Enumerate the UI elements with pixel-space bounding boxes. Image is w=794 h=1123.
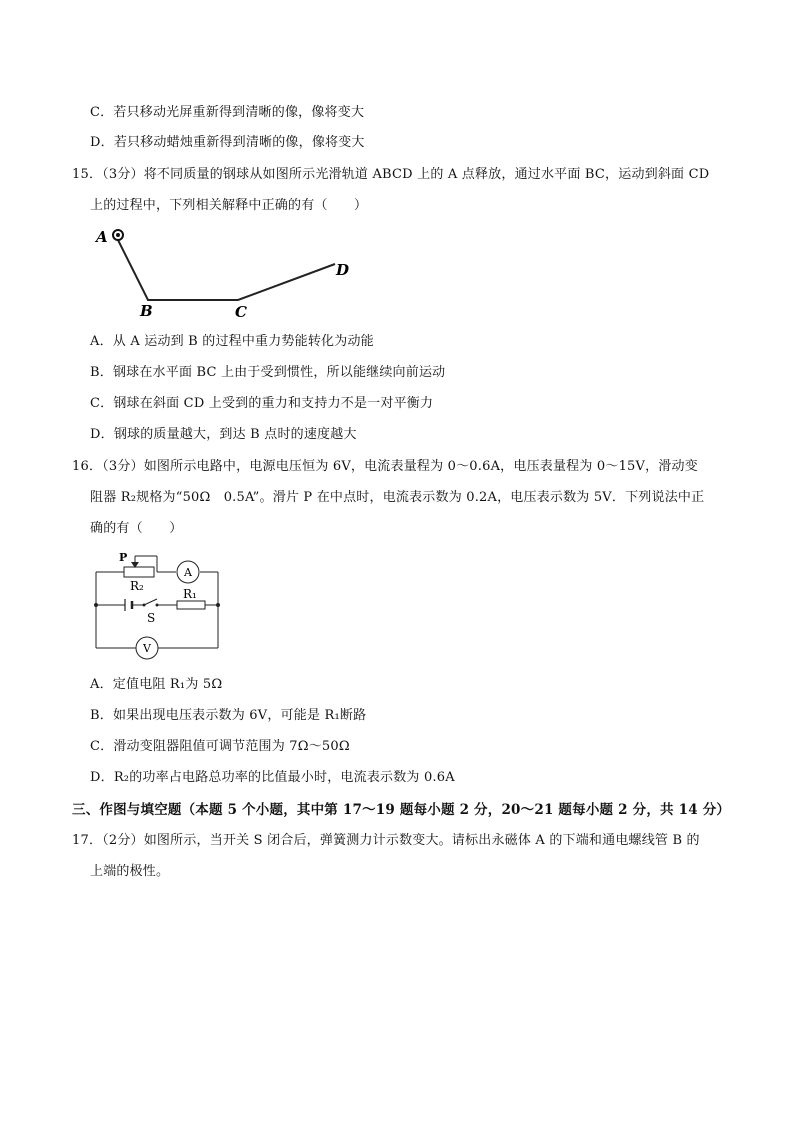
q17-stem-line2: 上端的极性。 bbox=[90, 864, 170, 879]
section-3-heading: 三、作图与填空题（本题 5 个小题，其中第 17～19 题每小题 2 分，20～21 题每小题 2 分，共 14 分） bbox=[72, 802, 731, 818]
q14-option-d: D．若只移动蜡烛重新得到清晰的像，像将变大 bbox=[90, 135, 365, 150]
q15-stem-line1: 15．（3分）将不同质量的钢球从如图所示光滑轨道 ABCD 上的 A 点释放，通过水平面 BC，运动到斜面 CD bbox=[72, 167, 710, 182]
q16-stem-line2: 阻器 R₂规格为“50Ω 0.5A”。滑片 P 在中点时，电流表示数为 0.2A，电压表示数为 5V．下列说法中正 bbox=[90, 490, 705, 505]
rheostat-r2 bbox=[124, 567, 154, 577]
q15-stem-line2: 上的过程中，下列相关解释中正确的有（ ） bbox=[90, 198, 368, 213]
q16-option-b: B．如果出现电压表示数为 6V，可能是 R₁断路 bbox=[90, 708, 367, 723]
label-switch: S bbox=[147, 611, 156, 625]
point-b-label: B bbox=[140, 302, 153, 320]
q16-option-c: C．滑动变阻器阻值可调节范围为 7Ω～50Ω bbox=[90, 739, 350, 754]
point-c-label: C bbox=[235, 303, 247, 321]
q16-stem-line1: 16．（3分）如图所示电路中，电源电压恒为 6V，电流表量程为 0～0.6A，电压表量程为 0～15V，滑动变 bbox=[72, 459, 698, 474]
label-ammeter: A bbox=[184, 566, 192, 579]
q15-option-a: A．从 A 运动到 B 的过程中重力势能转化为动能 bbox=[90, 334, 374, 349]
label-voltmeter: V bbox=[143, 642, 151, 655]
q16-stem-line3: 确的有（ ） bbox=[90, 521, 183, 536]
q16-circuit-figure bbox=[88, 548, 228, 662]
point-d-label: D bbox=[336, 261, 350, 279]
point-a-label: A bbox=[96, 228, 108, 246]
q16-option-d: D．R₂的功率占电路总功率的比值最小时，电流表示数为 0.6A bbox=[90, 770, 455, 785]
q15-option-d: D．钢球的质量越大，到达 B 点时的速度越大 bbox=[90, 427, 357, 442]
track-abcd bbox=[116, 236, 335, 300]
label-r2: R₂ bbox=[130, 579, 144, 593]
q14-option-c: C．若只移动光屏重新得到清晰的像，像将变大 bbox=[90, 105, 365, 120]
resistor-r1 bbox=[177, 601, 205, 609]
q17-stem-line1: 17．（2分）如图所示，当开关 S 闭合后，弹簧测力计示数变大。请标出永磁体 A 的下端和通电螺线管 B 的 bbox=[72, 833, 700, 848]
q15-track-figure bbox=[90, 222, 370, 322]
label-p: P bbox=[119, 551, 128, 564]
label-r1: R₁ bbox=[183, 587, 197, 601]
q16-option-a: A．定值电阻 R₁为 5Ω bbox=[90, 677, 223, 692]
q15-option-b: B．钢球在水平面 BC 上由于受到惯性，所以能继续向前运动 bbox=[90, 365, 446, 380]
q15-option-c: C．钢球在斜面 CD 上受到的重力和支持力不是一对平衡力 bbox=[90, 396, 434, 411]
